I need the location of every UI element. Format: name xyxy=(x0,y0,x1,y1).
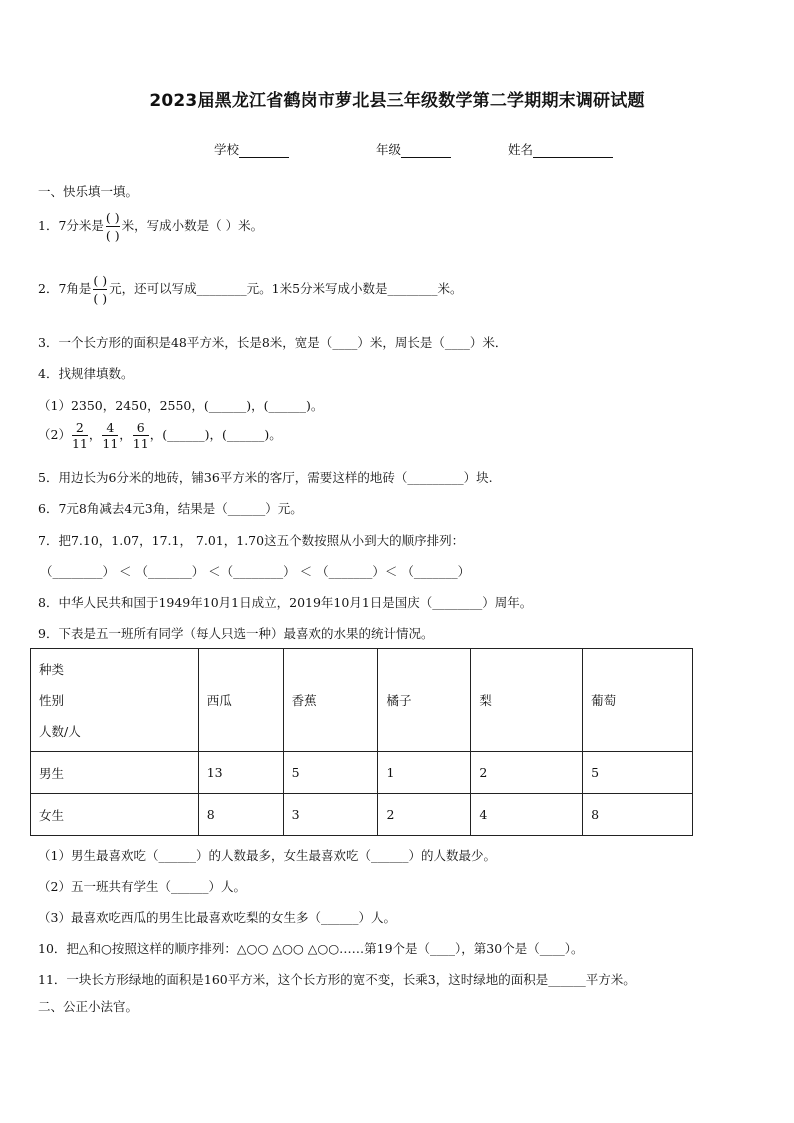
header-fruit: 香蕉 xyxy=(283,649,378,752)
question-9: 9．下表是五一班所有同学（每人只选一种）最喜欢的水果的统计情况。 xyxy=(38,626,434,641)
numerator: 2 xyxy=(75,420,84,435)
name-field xyxy=(508,140,613,158)
header-fruit: 葡萄 xyxy=(583,649,693,752)
table-cell: 8 xyxy=(583,794,693,836)
q4b-post: ，(______)，(______)。 xyxy=(149,427,282,442)
denominator: 11 xyxy=(132,436,149,451)
fraction-4-11 xyxy=(102,420,118,451)
table-cell: 8 xyxy=(198,794,283,836)
school-label: 学校 xyxy=(214,142,240,157)
question-10: 10．把△和○按照这样的顺序排列：△○○ △○○ △○○……第19个是（____），第30个是（____）。 xyxy=(38,941,584,956)
q2-pre: 2．7角是 xyxy=(38,281,92,296)
school-blank[interactable] xyxy=(239,143,289,158)
q4b-pre: （2） xyxy=(38,427,71,442)
table-cell: 13 xyxy=(198,752,283,794)
q1-pre: 1．7分米是 xyxy=(38,218,104,233)
q1-post: 米，写成小数是（ ）米。 xyxy=(121,218,264,233)
exam-title: 2023届黑龙江省鹤岗市萝北县三年级数学第二学期期末调研试题 xyxy=(149,91,645,111)
question-7: 7．把7.10，1.07，17.1， 7.01，1.70这五个数按照从小到大的顺序排列： xyxy=(38,533,465,548)
grade-label: 年级 xyxy=(376,142,402,157)
grade-field xyxy=(376,140,451,158)
question-3: 3．一个长方形的面积是48平方米，长是8米，宽是（____）米，周长是（____）米． xyxy=(38,335,508,350)
header-fruit: 梨 xyxy=(471,649,583,752)
question-2 xyxy=(38,272,463,307)
question-9-part-2: （2）五一班共有学生（______）人。 xyxy=(38,879,246,894)
table-header-row xyxy=(31,649,693,752)
header-category: 种类 xyxy=(39,661,65,677)
question-8: 8．中华人民共和国于1949年10月1日成立，2019年10月1日是国庆（________）周年。 xyxy=(38,595,533,610)
q1-numerator-blank[interactable]: ( ) xyxy=(105,210,120,225)
table-cell: 2 xyxy=(471,752,583,794)
q1-denominator-blank[interactable]: ( ) xyxy=(105,228,120,243)
q2-numerator-blank[interactable]: ( ) xyxy=(93,273,108,288)
header-fruit: 橘子 xyxy=(378,649,471,752)
table-cell: 5 xyxy=(583,752,693,794)
section-2-heading: 二、公正小法官。 xyxy=(38,999,139,1014)
table-row xyxy=(31,752,693,794)
denominator: 11 xyxy=(71,436,88,451)
table-cell: 1 xyxy=(378,752,471,794)
question-4-part-2: （2） $\frac{2}{11}$ ， $\frac{4}{11}$ ， $\frac{6}{11}$ ，(______)，(______)。 xyxy=(38,420,282,451)
q2-denominator-blank[interactable]: ( ) xyxy=(93,291,108,306)
row-label: 男生 xyxy=(31,752,199,794)
question-6: 6．7元8角减去4元3角，结果是（______）元。 xyxy=(38,501,303,516)
fraction-6-11 xyxy=(133,420,149,451)
fruit-preference-table xyxy=(30,648,693,836)
diagonal-header-cell xyxy=(31,649,199,752)
question-5: 5．用边长为6分米的地砖，铺36平方米的客厅，需要这样的地砖（_________）块. xyxy=(38,470,493,485)
table-cell: 5 xyxy=(283,752,378,794)
section-1-heading: 一、快乐填一填。 xyxy=(38,184,139,199)
question-1 xyxy=(38,209,263,244)
grade-blank[interactable] xyxy=(401,143,451,158)
question-11: 11．一块长方形绿地的面积是160平方米，这个长方形的宽不变，长乘3，这时绿地的面积是______平方米。 xyxy=(38,972,636,987)
question-7-blanks: （________） ＜ （_______） ＜（________） ＜ （_______）＜ （_______） xyxy=(40,564,471,579)
question-9-part-3: （3）最喜欢吃西瓜的男生比最喜欢吃梨的女生多（______）人。 xyxy=(38,910,396,925)
q1-fraction xyxy=(106,209,120,244)
table-row xyxy=(31,794,693,836)
question-9-part-1: （1）男生最喜欢吃（______）的人数最多，女生最喜欢吃（______）的人数最少。 xyxy=(38,848,496,863)
row-label: 女生 xyxy=(31,794,199,836)
name-label: 姓名 xyxy=(508,142,534,157)
table-cell: 4 xyxy=(471,794,583,836)
header-gender: 性别 xyxy=(39,692,65,708)
header-count: 人数/人 xyxy=(39,723,81,739)
q2-post: 元，还可以写成________元。1米5分米写成小数是________米。 xyxy=(109,281,463,296)
fraction-2-11 xyxy=(72,420,88,451)
school-field xyxy=(214,140,289,158)
numerator: 4 xyxy=(106,420,115,435)
question-4: 4．找规律填数。 xyxy=(38,366,134,381)
name-blank[interactable] xyxy=(533,143,613,158)
question-4-part-1: （1）2350，2450，2550，(______)，(______)。 xyxy=(38,398,324,413)
numerator: 6 xyxy=(136,420,145,435)
table-cell: 3 xyxy=(283,794,378,836)
q2-fraction xyxy=(93,272,107,307)
denominator: 11 xyxy=(102,436,119,451)
header-fruit: 西瓜 xyxy=(198,649,283,752)
table-cell: 2 xyxy=(378,794,471,836)
